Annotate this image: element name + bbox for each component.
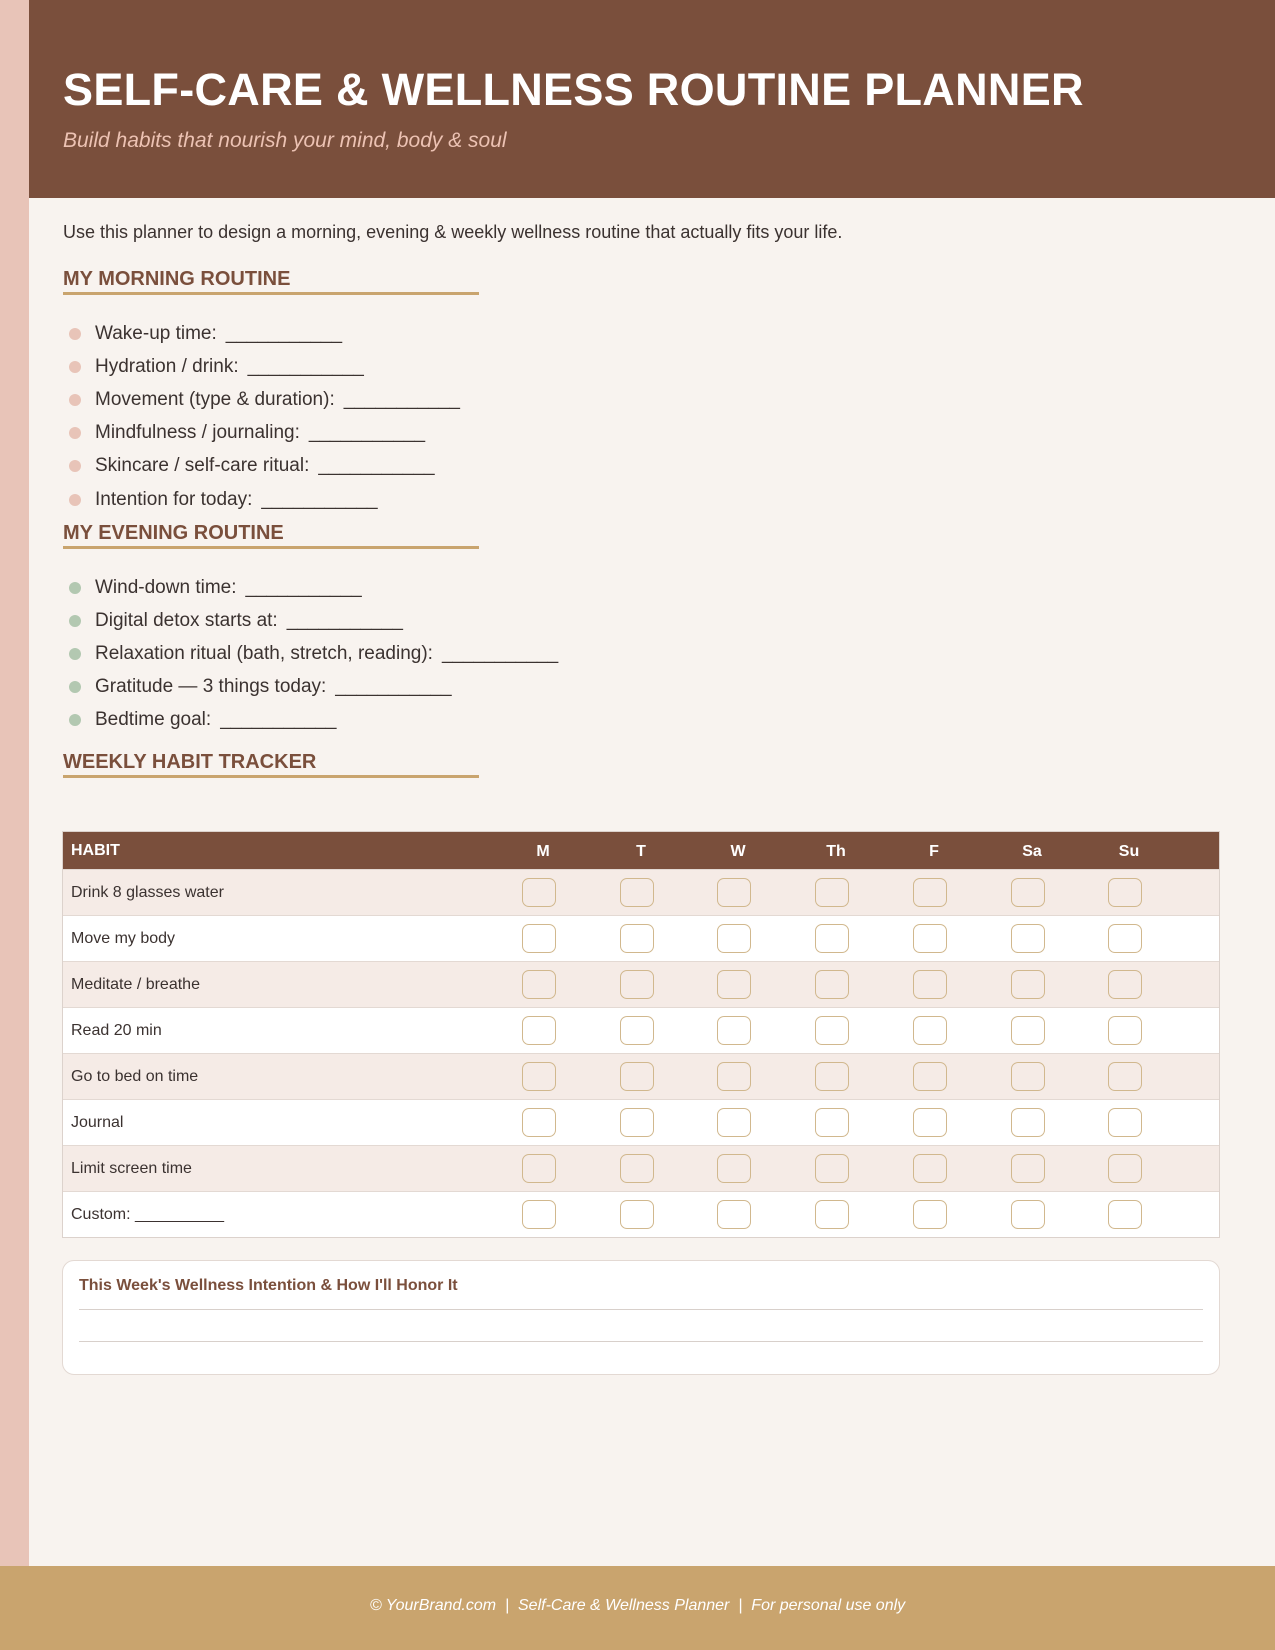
bullet-dot-icon: [69, 681, 81, 693]
fill-in-blank[interactable]: ___________: [247, 355, 364, 377]
evening-routine-item-label: Bedtime goal:: [95, 709, 212, 731]
habit-checkbox[interactable]: [717, 1154, 751, 1183]
evening-routine-item-label: Wind-down time:: [95, 576, 237, 598]
morning-routine-list: [63, 317, 460, 516]
fill-in-blank[interactable]: ___________: [261, 488, 378, 510]
habit-checkbox[interactable]: [1011, 1200, 1045, 1229]
habit-checkbox[interactable]: [717, 1016, 751, 1045]
day-column-header: M: [536, 843, 550, 860]
habit-label: Go to bed on time: [71, 1068, 199, 1085]
habit-checkbox[interactable]: [913, 1062, 947, 1091]
habit-checkbox[interactable]: [913, 1200, 947, 1229]
habit-checkbox[interactable]: [522, 1016, 556, 1045]
habit-checkbox[interactable]: [815, 878, 849, 907]
habit-tracker-heading: WEEKLY HABIT TRACKER: [63, 751, 479, 778]
habit-row: [63, 1145, 1219, 1191]
habit-row: [63, 1191, 1219, 1237]
habit-column-header: HABIT: [71, 841, 120, 859]
bullet-dot-icon: [69, 714, 81, 726]
day-column-header: Su: [1118, 843, 1140, 860]
habit-label: Drink 8 glasses water: [71, 884, 224, 901]
habit-checkbox[interactable]: [913, 1108, 947, 1137]
bullet-dot-icon: [69, 328, 81, 340]
bullet-dot-icon: [69, 427, 81, 439]
day-column-header: T: [636, 843, 646, 860]
weekly-intention-title: This Week's Wellness Intention & How I'll Honor It: [79, 1277, 458, 1294]
habit-checkbox[interactable]: [913, 924, 947, 953]
evening-routine-item: [63, 671, 558, 704]
morning-routine-item: [63, 383, 460, 416]
morning-routine-item-label: Intention for today:: [95, 488, 253, 510]
fill-in-blank[interactable]: ___________: [225, 322, 343, 344]
morning-routine-item: [63, 417, 460, 450]
morning-routine-item: [63, 450, 460, 483]
habit-checkbox[interactable]: [913, 970, 947, 999]
habit-checkbox[interactable]: [620, 924, 654, 953]
fill-in-blank[interactable]: ___________: [343, 388, 460, 410]
evening-routine-item: [63, 604, 558, 637]
morning-routine-item: [63, 483, 460, 516]
habit-checkbox[interactable]: [522, 878, 556, 907]
habit-checkbox[interactable]: [620, 1016, 654, 1045]
day-column-header: W: [730, 843, 746, 860]
habit-checkbox[interactable]: [1108, 970, 1142, 999]
habit-checkbox[interactable]: [1108, 1016, 1142, 1045]
habit-checkbox[interactable]: [522, 1154, 556, 1183]
evening-routine-item-label: Gratitude — 3 things today:: [95, 676, 327, 698]
habit-checkbox[interactable]: [1108, 1062, 1142, 1091]
evening-routine-item: [63, 704, 558, 737]
habit-checkbox[interactable]: [1011, 924, 1045, 953]
habit-checkbox[interactable]: [620, 1062, 654, 1091]
morning-routine-item-label: Hydration / drink:: [95, 355, 239, 377]
fill-in-blank[interactable]: ___________: [220, 709, 337, 731]
habit-row: [63, 1007, 1219, 1053]
habit-label: Custom: __________: [71, 1206, 224, 1223]
habit-checkbox[interactable]: [913, 1016, 947, 1045]
page-footer: [0, 1566, 1275, 1650]
habit-row: [63, 915, 1219, 961]
habit-checkbox[interactable]: [1108, 1200, 1142, 1229]
habit-checkbox[interactable]: [717, 878, 751, 907]
habit-label: Move my body: [71, 930, 176, 947]
habit-row: [63, 961, 1219, 1007]
habit-checkbox[interactable]: [1011, 1108, 1045, 1137]
fill-in-blank[interactable]: ___________: [286, 609, 403, 631]
habit-checkbox[interactable]: [815, 1200, 849, 1229]
habit-checkbox[interactable]: [522, 1200, 556, 1229]
habit-checkbox[interactable]: [717, 924, 751, 953]
weekly-intention-box: [62, 1260, 1220, 1375]
day-column-header: Sa: [1022, 843, 1042, 860]
habit-label: Meditate / breathe: [71, 976, 200, 993]
habit-checkbox[interactable]: [620, 878, 654, 907]
habit-checkbox[interactable]: [913, 878, 947, 907]
habit-checkbox[interactable]: [1108, 924, 1142, 953]
habit-checkbox[interactable]: [815, 1108, 849, 1137]
habit-checkbox[interactable]: [522, 1062, 556, 1091]
page-subtitle: Build habits that nourish your mind, body & soul: [63, 129, 507, 152]
habit-checkbox[interactable]: [815, 1016, 849, 1045]
habit-checkbox[interactable]: [815, 970, 849, 999]
morning-routine-heading: MY MORNING ROUTINE: [63, 268, 479, 295]
habit-checkbox[interactable]: [522, 924, 556, 953]
fill-in-blank[interactable]: ___________: [335, 676, 452, 698]
habit-checkbox[interactable]: [1108, 1154, 1142, 1183]
habit-checkbox[interactable]: [815, 924, 849, 953]
habit-checkbox[interactable]: [815, 1154, 849, 1183]
habit-checkbox[interactable]: [717, 1108, 751, 1137]
morning-routine-item: [63, 317, 460, 350]
intention-write-line[interactable]: [79, 1341, 1203, 1342]
habit-checkbox[interactable]: [717, 1062, 751, 1091]
bullet-dot-icon: [69, 648, 81, 660]
fill-in-blank[interactable]: ___________: [308, 422, 426, 444]
bullet-dot-icon: [69, 361, 81, 373]
habit-checkbox[interactable]: [620, 1154, 654, 1183]
bullet-dot-icon: [69, 394, 81, 406]
habit-row: [63, 1099, 1219, 1145]
page-title: SELF-CARE & WELLNESS ROUTINE PLANNER: [63, 64, 1084, 115]
habit-checkbox[interactable]: [620, 970, 654, 999]
footer-text: © YourBrand.com | Self-Care & Wellness Planner | For personal use only: [369, 1597, 906, 1614]
evening-routine-item-label: Relaxation ritual (bath, stretch, reading):: [95, 642, 433, 664]
habit-checkbox[interactable]: [815, 1062, 849, 1091]
morning-routine-item-label: Wake-up time:: [95, 322, 217, 344]
habit-checkbox[interactable]: [1011, 1154, 1045, 1183]
habit-checkbox[interactable]: [522, 1108, 556, 1137]
morning-routine-item-label: Skincare / self-care ritual:: [95, 455, 310, 477]
evening-routine-item: [63, 571, 558, 604]
habit-checkbox[interactable]: [1011, 1016, 1045, 1045]
habit-checkbox[interactable]: [620, 1200, 654, 1229]
habit-tracker-table: [62, 831, 1220, 1238]
morning-routine-item-label: Movement (type & duration):: [95, 388, 335, 410]
fill-in-blank[interactable]: ___________: [441, 642, 559, 664]
habit-label: Limit screen time: [71, 1160, 192, 1177]
bullet-dot-icon: [69, 615, 81, 627]
day-column-header: F: [929, 843, 939, 860]
habit-checkbox[interactable]: [1011, 970, 1045, 999]
habit-row: [63, 869, 1219, 915]
habit-checkbox[interactable]: [1108, 878, 1142, 907]
bullet-dot-icon: [69, 460, 81, 472]
evening-routine-item-label: Digital detox starts at:: [95, 609, 278, 631]
habit-label: Read 20 min: [71, 1022, 162, 1039]
habit-checkbox[interactable]: [717, 970, 751, 999]
habit-row: [63, 1053, 1219, 1099]
left-accent-stripe: [0, 0, 29, 1566]
evening-routine-heading: MY EVENING ROUTINE: [63, 522, 479, 549]
habit-label: Journal: [71, 1114, 124, 1131]
habit-checkbox[interactable]: [620, 1108, 654, 1137]
morning-routine-item: [63, 350, 460, 383]
intention-write-line[interactable]: [79, 1309, 1203, 1310]
habit-checkbox[interactable]: [913, 1154, 947, 1183]
intro-text: Use this planner to design a morning, evening & weekly wellness routine that actually fits your life.: [63, 222, 843, 242]
habit-checkbox[interactable]: [1011, 1062, 1045, 1091]
morning-routine-item-label: Mindfulness / journaling:: [95, 422, 300, 444]
habit-checkbox[interactable]: [1108, 1108, 1142, 1137]
page-header: [29, 0, 1275, 198]
bullet-dot-icon: [69, 582, 81, 594]
habit-checkbox[interactable]: [1011, 878, 1045, 907]
evening-routine-item: [63, 637, 558, 670]
tracker-header-row: [63, 832, 1219, 869]
habit-checkbox[interactable]: [717, 1200, 751, 1229]
day-column-header: Th: [826, 843, 846, 860]
fill-in-blank[interactable]: ___________: [318, 455, 435, 477]
fill-in-blank[interactable]: ___________: [245, 576, 362, 598]
evening-routine-list: [63, 571, 558, 737]
habit-checkbox[interactable]: [522, 970, 556, 999]
bullet-dot-icon: [69, 494, 81, 506]
